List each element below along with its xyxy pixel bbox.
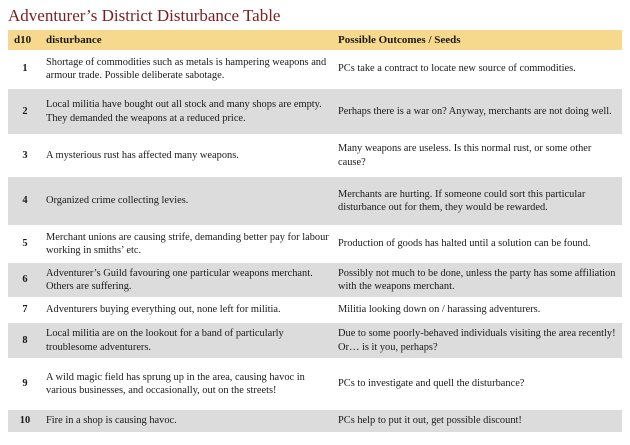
outcome-cell: Perhaps there is a war on? Anyway, merchants are not doing well. (334, 88, 622, 135)
header-disturbance: disturbance (42, 30, 334, 51)
outcome-cell: PCs to investigate and quell the disturbance? (334, 359, 622, 409)
disturbance-cell: Adventurers buying everything out, none left for militia. (42, 298, 334, 322)
disturbance-cell: A mysterious rust has affected many weapons. (42, 135, 334, 176)
disturbance-cell: Fire in a shop is causing havoc. (42, 409, 334, 433)
outcome-cell: Many weapons are useless. Is this normal rust, or some other cause? (334, 135, 622, 176)
roll-number: 4 (8, 176, 42, 226)
table-row (8, 176, 622, 226)
header-outcomes: Possible Outcomes / Seeds (334, 30, 622, 51)
table-row (8, 226, 622, 262)
roll-number: 9 (8, 359, 42, 409)
roll-number: 8 (8, 322, 42, 359)
disturbance-cell: Organized crime collecting levies. (42, 176, 334, 226)
table-row (8, 359, 622, 409)
table-header-row (8, 30, 622, 51)
header-d10: d10 (8, 30, 42, 51)
table-row (8, 88, 622, 135)
table-row (8, 135, 622, 176)
outcome-cell: Merchants are hurting. If someone could sort this particular disturbance out for them, they would be rewarded. (334, 176, 622, 226)
roll-number: 1 (8, 51, 42, 89)
outcome-cell: Militia looking down on / harassing adventurers. (334, 298, 622, 322)
roll-number: 2 (8, 88, 42, 135)
table-row (8, 298, 622, 322)
page-title: Adventurer’s District Disturbance Table (8, 6, 281, 25)
table-row (8, 51, 622, 89)
outcome-cell: Possibly not much to be done, unless the party has some affiliation with the weapons merchant. (334, 262, 622, 298)
disturbance-cell: A wild magic field has sprung up in the area, causing havoc in various businesses, and occasionally, out on the streets! (42, 359, 334, 409)
roll-number: 10 (8, 409, 42, 433)
disturbance-cell: Local militia are on the lookout for a band of particularly troublesome adventurers. (42, 322, 334, 359)
roll-number: 6 (8, 262, 42, 298)
outcome-cell: PCs help to put it out, get possible discount! (334, 409, 622, 433)
roll-number: 3 (8, 135, 42, 176)
disturbance-cell: Merchant unions are causing strife, demanding better pay for labour working in smiths’ etc. (42, 226, 334, 262)
table-row (8, 322, 622, 359)
outcome-cell: Production of goods has halted until a solution can be found. (334, 226, 622, 262)
outcome-cell: Due to some poorly-behaved individuals visiting the area recently! Or… is it you, perhaps? (334, 322, 622, 359)
roll-number: 5 (8, 226, 42, 262)
disturbance-table (8, 30, 622, 434)
table-row (8, 409, 622, 433)
disturbance-cell: Shortage of commodities such as metals is hampering weapons and armour trade. Possible deliberate sabotage. (42, 51, 334, 89)
disturbance-cell: Local militia have bought out all stock and many shops are empty. They demanded the weapons at a reduced price. (42, 88, 334, 135)
table-row (8, 262, 622, 298)
roll-number: 7 (8, 298, 42, 322)
outcome-cell: PCs take a contract to locate new source of commodities. (334, 51, 622, 89)
disturbance-cell: Adventurer’s Guild favouring one particular weapons merchant. Others are suffering. (42, 262, 334, 298)
